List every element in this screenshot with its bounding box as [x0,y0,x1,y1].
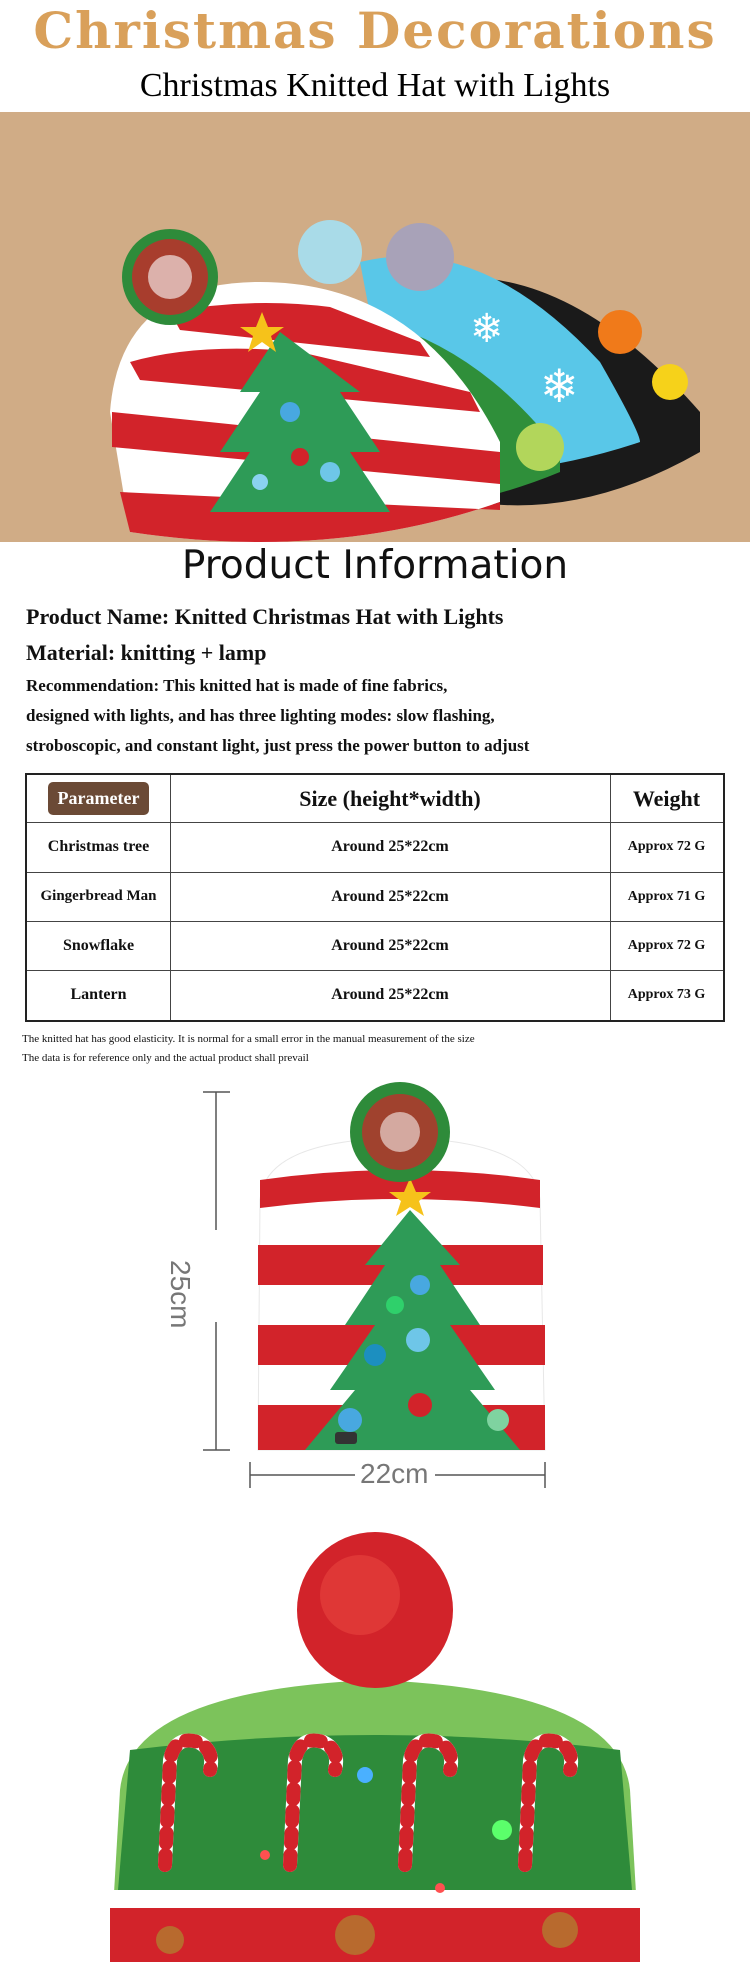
table-cell-parameter: Snowflake [62,936,135,954]
note-elasticity: The knitted hat has good elasticity. It is normal for a small error in the manual measurement of the size [22,1033,475,1045]
hat-dimension-illustration [0,1080,750,1520]
table-cell-parameter: Christmas tree [47,838,150,855]
table-cell-parameter: Lantern [70,986,127,1003]
note-reference: The data is for reference only and the actual product shall prevail [22,1052,309,1064]
table-header-parameter [27,775,170,822]
table-header-weight: Weight [632,785,701,811]
table-cell-size: Around 25*22cm [331,887,449,905]
parameter-badge: Parameter [48,782,150,815]
recommendation-line-1: Recommendation: This knitted hat is made of fine fabrics, [26,676,448,695]
recommendation-line-2: designed with lights, and has three lighting modes: slow flashing, [26,706,495,725]
product-photo-gingerbread-hat [0,1530,750,1962]
page-title: Christmas Decorations [33,1,717,60]
table-cell-size: Around 25*22cm [331,936,449,954]
table-cell-size: Around 25*22cm [331,838,449,855]
table-cell-weight: Approx 72 G [627,937,706,953]
section-title-product-info: Product Information [181,543,569,588]
product-name: Product Name: Knitted Christmas Hat with Lights [26,604,504,629]
svg-text:❄: ❄ [470,306,504,352]
spec-table [25,773,725,1022]
table-cell-weight: Approx 73 G [627,987,706,1002]
table-cell-weight: Approx 72 G [627,839,706,854]
table-cell-parameter: Gingerbread Man [40,888,157,904]
svg-text:❄: ❄ [540,359,579,413]
product-material: Material: knitting + lamp [26,640,267,665]
table-header-size: Size (height*width) [299,785,481,811]
height-dimension-label: 25cm [165,1260,196,1329]
table-cell-size: Around 25*22cm [331,986,449,1003]
product-photo-hats [0,112,750,542]
table-cell-weight: Approx 71 G [627,888,706,904]
recommendation-line-3: stroboscopic, and constant light, just press the power button to adjust [26,736,530,755]
width-dimension-label: 22cm [360,1458,429,1489]
page-subtitle: Christmas Knitted Hat with Lights [139,67,611,104]
